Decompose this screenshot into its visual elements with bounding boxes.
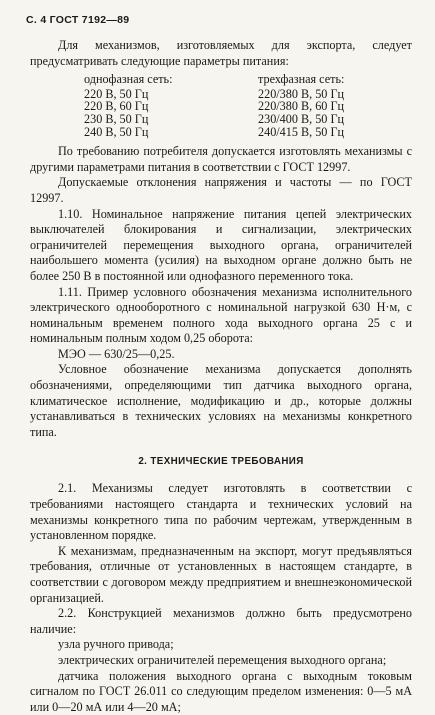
table-cell: 220/380 В, 60 Гц	[258, 99, 345, 114]
list-item: узла ручного привода;	[58, 637, 174, 652]
paragraph-1-11: 1.11. Пример условного обозначения механизма исполнительного электрического однооборотного с номинальной нагрузкой 630 Н·м, с номинальным временем полного хода выходного органа 25 с и номинальным полным ходом 0,25 оборота:	[30, 284, 412, 346]
table-cell: 230 В, 50 Гц	[84, 111, 149, 126]
table-header-three-phase: трехфазная сеть:	[258, 72, 345, 87]
table-cell: 220 В, 60 Гц	[84, 99, 149, 114]
paragraph-designation-extension: Условное обозначение механизма допускается дополнять обозначениями, определяющими тип датчика выходного органа, климатическое исполнение, модификацию и др., которые должны устанавливаться в технических условиях на механизмы конкретного типа.	[30, 362, 412, 439]
intro-paragraph: Для механизмов, изготовляемых для экспорта, следует предусматривать следующие параметры питания:	[30, 38, 412, 68]
table-header-single-phase: однофазная сеть:	[84, 72, 173, 87]
section-title: 2. ТЕХНИЧЕСКИЕ ТРЕБОВАНИЯ	[138, 456, 304, 468]
power-parameters-table	[84, 73, 412, 138]
table-cell: 230/400 В, 50 Гц	[258, 111, 345, 126]
paragraph-tolerances: Допускаемые отклонения напряжения и частоты — по ГОСТ 12997.	[30, 175, 412, 205]
paragraph-1-10: 1.10. Номинальное напряжение питания цепей электрических выключателей блокирования и сигнализации, электрических ограничителей перемещения выходного органа, ограничителей наибольшего момента (усилия) на выходном органе должно быть не более 250 В в постоянной или однофазного переменного тока.	[30, 206, 412, 283]
document-body	[30, 38, 412, 715]
list-item: электрических ограничителей перемещения выходного органа;	[58, 652, 387, 667]
list-item: датчика положения выходного органа с выходным токовым сигналом по ГОСТ 26.011 со следующим пределом изменения: 0—5 мА или 0—20 мА или 4—20 мА;	[30, 668, 412, 714]
table-cell: 240/415 В, 50 Гц	[258, 124, 345, 139]
paragraph-export-requirements: К механизмам, предназначенным на экспорт, могут предъявляться требования, отличные от установленных в настоящем стандарте, в соответствии с договором между предприятием и внешнеэкономической организацией.	[30, 543, 412, 605]
table-cell: 240 В, 50 Гц	[84, 124, 149, 139]
paragraph-2-2: 2.2. Конструкцией механизмов должно быть предусмотрено наличие:	[30, 606, 412, 636]
table-cell: 220/380 В, 50 Гц	[258, 86, 345, 101]
page-header: С. 4 ГОСТ 7192—89	[26, 14, 130, 26]
designation-example: МЭО — 630/25—0,25.	[58, 346, 175, 361]
table-cell: 220 В, 50 Гц	[84, 86, 149, 101]
paragraph-custom-power: По требованию потребителя допускается изготовлять механизмы с другими параметрами питания в соответствии с ГОСТ 12997.	[30, 144, 412, 174]
paragraph-2-1: 2.1. Механизмы следует изготовлять в соответствии с требованиями настоящего стандарта и технических условий на механизмы конкретного типа по рабочим чертежам, утвержденным в установленном порядке.	[30, 481, 412, 543]
